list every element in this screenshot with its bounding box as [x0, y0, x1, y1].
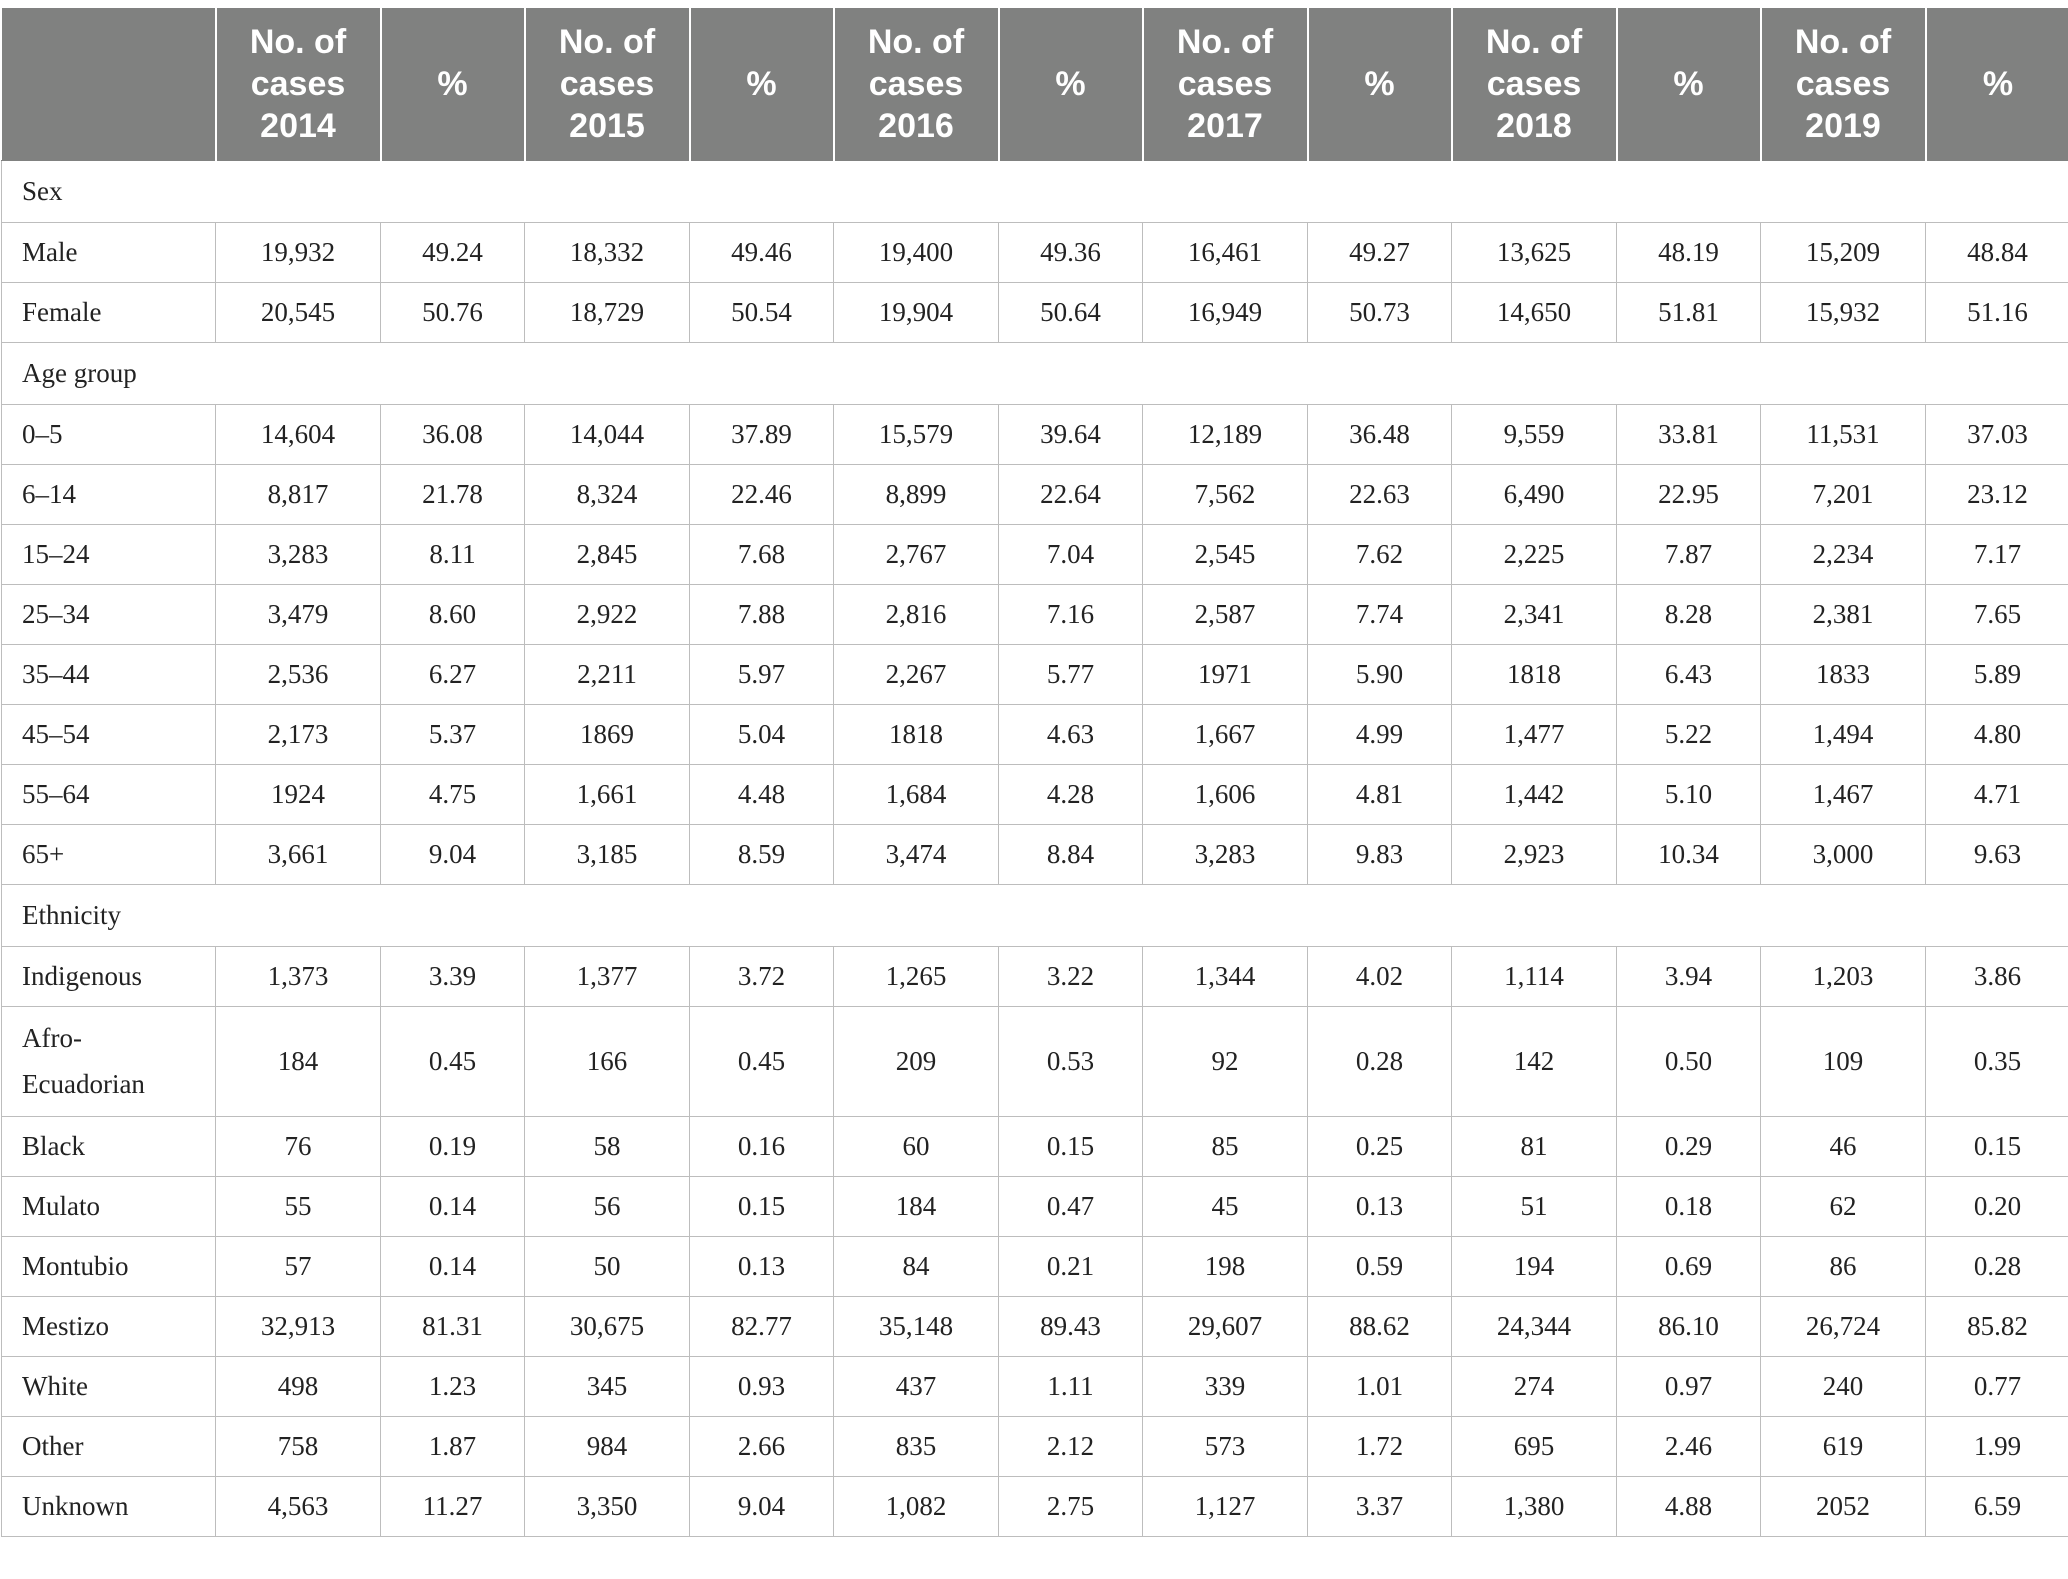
percent-cell: 5.22 [1617, 704, 1761, 764]
percent-cell: 7.04 [999, 524, 1143, 584]
cases-cell: 1924 [216, 764, 381, 824]
table-row [2, 1006, 2068, 1116]
cases-cell: 1971 [1143, 644, 1308, 704]
table-row [2, 704, 2068, 764]
cases-cell: 24,344 [1452, 1296, 1617, 1356]
percent-cell: 0.14 [381, 1236, 525, 1296]
header-cell-percent: % [1617, 8, 1761, 160]
cases-cell: 29,607 [1143, 1296, 1308, 1356]
percent-cell: 86.10 [1617, 1296, 1761, 1356]
cases-cell: 60 [834, 1116, 999, 1176]
cases-cell: 1,203 [1761, 946, 1926, 1006]
row-label: 0–5 [2, 404, 216, 464]
cases-cell: 184 [216, 1006, 381, 1116]
row-label: Mestizo [2, 1296, 216, 1356]
percent-cell: 6.43 [1617, 644, 1761, 704]
percent-cell: 7.88 [690, 584, 834, 644]
percent-cell: 7.16 [999, 584, 1143, 644]
cases-cell: 8,324 [525, 464, 690, 524]
cases-cell: 2,267 [834, 644, 999, 704]
cases-cell: 20,545 [216, 282, 381, 342]
table-row [2, 1476, 2068, 1536]
percent-cell: 50.54 [690, 282, 834, 342]
cases-cell: 26,724 [1761, 1296, 1926, 1356]
cases-cell: 19,932 [216, 222, 381, 282]
cases-cell: 2,923 [1452, 824, 1617, 884]
percent-cell: 3.94 [1617, 946, 1761, 1006]
cases-cell: 3,479 [216, 584, 381, 644]
cases-cell: 51 [1452, 1176, 1617, 1236]
cases-cell: 3,474 [834, 824, 999, 884]
cases-cell: 3,283 [216, 524, 381, 584]
percent-cell: 9.04 [690, 1476, 834, 1536]
cases-cell: 81 [1452, 1116, 1617, 1176]
cases-cell: 92 [1143, 1006, 1308, 1116]
percent-cell: 4.75 [381, 764, 525, 824]
row-label: 35–44 [2, 644, 216, 704]
percent-cell: 50.73 [1308, 282, 1452, 342]
cases-cell: 695 [1452, 1416, 1617, 1476]
percent-cell: 0.20 [1926, 1176, 2068, 1236]
percent-cell: 51.16 [1926, 282, 2068, 342]
cases-cell: 16,461 [1143, 222, 1308, 282]
percent-cell: 0.29 [1617, 1116, 1761, 1176]
cases-cell: 13,625 [1452, 222, 1617, 282]
percent-cell: 0.15 [1926, 1116, 2068, 1176]
percent-cell: 0.19 [381, 1116, 525, 1176]
cases-cell: 46 [1761, 1116, 1926, 1176]
percent-cell: 22.95 [1617, 464, 1761, 524]
cases-cell: 2,845 [525, 524, 690, 584]
percent-cell: 4.71 [1926, 764, 2068, 824]
cases-cell: 8,899 [834, 464, 999, 524]
percent-cell: 0.47 [999, 1176, 1143, 1236]
cases-cell: 758 [216, 1416, 381, 1476]
table-container [0, 8, 2068, 1537]
table-row [2, 404, 2068, 464]
percent-cell: 5.90 [1308, 644, 1452, 704]
percent-cell: 22.64 [999, 464, 1143, 524]
cases-cell: 142 [1452, 1006, 1617, 1116]
percent-cell: 0.18 [1617, 1176, 1761, 1236]
percent-cell: 50.76 [381, 282, 525, 342]
percent-cell: 0.15 [999, 1116, 1143, 1176]
table-row [2, 464, 2068, 524]
cases-cell: 240 [1761, 1356, 1926, 1416]
section-row [2, 160, 2068, 222]
header-cell-percent: % [999, 8, 1143, 160]
cases-cell: 166 [525, 1006, 690, 1116]
cases-cell: 3,000 [1761, 824, 1926, 884]
row-label: 65+ [2, 824, 216, 884]
table-row [2, 946, 2068, 1006]
cases-cell: 2,536 [216, 644, 381, 704]
row-label: Black [2, 1116, 216, 1176]
cases-cell: 19,400 [834, 222, 999, 282]
cases-cell: 58 [525, 1116, 690, 1176]
row-label: Other [2, 1416, 216, 1476]
row-label: Mulato [2, 1176, 216, 1236]
cases-cell: 1,127 [1143, 1476, 1308, 1536]
section-label: Sex [2, 160, 2068, 222]
cases-cell: 2,341 [1452, 584, 1617, 644]
percent-cell: 8.59 [690, 824, 834, 884]
header-cell-percent: % [1926, 8, 2068, 160]
cases-cell: 1818 [1452, 644, 1617, 704]
percent-cell: 48.19 [1617, 222, 1761, 282]
cases-cell: 30,675 [525, 1296, 690, 1356]
percent-cell: 4.63 [999, 704, 1143, 764]
row-label: Indigenous [2, 946, 216, 1006]
percent-cell: 89.43 [999, 1296, 1143, 1356]
cases-cell: 198 [1143, 1236, 1308, 1296]
percent-cell: 22.63 [1308, 464, 1452, 524]
header-cell-cases: No. of cases 2016 [834, 8, 999, 160]
cases-cell: 19,904 [834, 282, 999, 342]
cases-cell: 1,114 [1452, 946, 1617, 1006]
percent-cell: 7.17 [1926, 524, 2068, 584]
percent-cell: 8.60 [381, 584, 525, 644]
percent-cell: 7.65 [1926, 584, 2068, 644]
cases-cell: 57 [216, 1236, 381, 1296]
percent-cell: 48.84 [1926, 222, 2068, 282]
percent-cell: 7.87 [1617, 524, 1761, 584]
table-row [2, 584, 2068, 644]
cases-cell: 84 [834, 1236, 999, 1296]
cases-cell: 7,562 [1143, 464, 1308, 524]
section-row [2, 884, 2068, 946]
cases-cell: 1,344 [1143, 946, 1308, 1006]
table-row [2, 1236, 2068, 1296]
cases-cell: 1,494 [1761, 704, 1926, 764]
percent-cell: 10.34 [1617, 824, 1761, 884]
cases-cell: 18,729 [525, 282, 690, 342]
percent-cell: 49.27 [1308, 222, 1452, 282]
cases-cell: 1,373 [216, 946, 381, 1006]
cases-cell: 1,661 [525, 764, 690, 824]
percent-cell: 1.72 [1308, 1416, 1452, 1476]
percent-cell: 1.99 [1926, 1416, 2068, 1476]
cases-cell: 32,913 [216, 1296, 381, 1356]
percent-cell: 5.04 [690, 704, 834, 764]
percent-cell: 7.68 [690, 524, 834, 584]
percent-cell: 4.02 [1308, 946, 1452, 1006]
percent-cell: 0.59 [1308, 1236, 1452, 1296]
percent-cell: 9.04 [381, 824, 525, 884]
header-cell-percent: % [381, 8, 525, 160]
percent-cell: 4.88 [1617, 1476, 1761, 1536]
percent-cell: 1.23 [381, 1356, 525, 1416]
section-row [2, 342, 2068, 404]
percent-cell: 9.83 [1308, 824, 1452, 884]
row-label: Montubio [2, 1236, 216, 1296]
percent-cell: 0.53 [999, 1006, 1143, 1116]
row-label: Afro-Ecuadorian [2, 1006, 216, 1116]
cases-cell: 274 [1452, 1356, 1617, 1416]
header-cell-blank [2, 8, 216, 160]
percent-cell: 0.21 [999, 1236, 1143, 1296]
percent-cell: 0.28 [1926, 1236, 2068, 1296]
percent-cell: 5.37 [381, 704, 525, 764]
table-row [2, 1116, 2068, 1176]
cases-cell: 14,650 [1452, 282, 1617, 342]
percent-cell: 22.46 [690, 464, 834, 524]
cases-cell: 1,377 [525, 946, 690, 1006]
header-cell-percent: % [690, 8, 834, 160]
header-cell-cases: No. of cases 2017 [1143, 8, 1308, 160]
cases-cell: 1833 [1761, 644, 1926, 704]
row-label: 6–14 [2, 464, 216, 524]
percent-cell: 1.01 [1308, 1356, 1452, 1416]
percent-cell: 36.08 [381, 404, 525, 464]
percent-cell: 1.87 [381, 1416, 525, 1476]
percent-cell: 4.81 [1308, 764, 1452, 824]
percent-cell: 6.27 [381, 644, 525, 704]
percent-cell: 3.22 [999, 946, 1143, 1006]
table-row [2, 222, 2068, 282]
percent-cell: 0.13 [690, 1236, 834, 1296]
section-label: Age group [2, 342, 2068, 404]
cases-cell: 2,381 [1761, 584, 1926, 644]
header-cell-cases: No. of cases 2018 [1452, 8, 1617, 160]
percent-cell: 8.11 [381, 524, 525, 584]
cases-cell: 2,225 [1452, 524, 1617, 584]
table-body [2, 160, 2068, 1536]
cases-cell: 209 [834, 1006, 999, 1116]
percent-cell: 0.13 [1308, 1176, 1452, 1236]
cases-cell: 573 [1143, 1416, 1308, 1476]
cases-cell: 2,816 [834, 584, 999, 644]
cases-cell: 835 [834, 1416, 999, 1476]
cases-cell: 2,587 [1143, 584, 1308, 644]
cases-cell: 345 [525, 1356, 690, 1416]
cases-cell: 437 [834, 1356, 999, 1416]
row-label: 15–24 [2, 524, 216, 584]
percent-cell: 50.64 [999, 282, 1143, 342]
cases-cell: 194 [1452, 1236, 1617, 1296]
table-row [2, 644, 2068, 704]
percent-cell: 39.64 [999, 404, 1143, 464]
percent-cell: 5.97 [690, 644, 834, 704]
cases-cell: 2,234 [1761, 524, 1926, 584]
percent-cell: 2.66 [690, 1416, 834, 1476]
cases-cell: 1,477 [1452, 704, 1617, 764]
percent-cell: 0.45 [690, 1006, 834, 1116]
percent-cell: 81.31 [381, 1296, 525, 1356]
percent-cell: 9.63 [1926, 824, 2068, 884]
cases-cell: 1,380 [1452, 1476, 1617, 1536]
header-cell-cases: No. of cases 2019 [1761, 8, 1926, 160]
cases-cell: 3,185 [525, 824, 690, 884]
cases-cell: 184 [834, 1176, 999, 1236]
percent-cell: 1.11 [999, 1356, 1143, 1416]
percent-cell: 49.46 [690, 222, 834, 282]
cases-cell: 1,667 [1143, 704, 1308, 764]
cases-cell: 109 [1761, 1006, 1926, 1116]
cases-cell: 1,467 [1761, 764, 1926, 824]
cases-cell: 14,604 [216, 404, 381, 464]
percent-cell: 23.12 [1926, 464, 2068, 524]
percent-cell: 0.35 [1926, 1006, 2068, 1116]
percent-cell: 0.77 [1926, 1356, 2068, 1416]
cases-cell: 8,817 [216, 464, 381, 524]
cases-cell: 984 [525, 1416, 690, 1476]
percent-cell: 5.89 [1926, 644, 2068, 704]
cases-cell: 2,211 [525, 644, 690, 704]
percent-cell: 49.24 [381, 222, 525, 282]
cases-cell: 35,148 [834, 1296, 999, 1356]
row-label: Male [2, 222, 216, 282]
percent-cell: 37.03 [1926, 404, 2068, 464]
percent-cell: 51.81 [1617, 282, 1761, 342]
cases-cell: 15,209 [1761, 222, 1926, 282]
table-header [2, 8, 2068, 160]
cases-cell: 2,545 [1143, 524, 1308, 584]
percent-cell: 0.97 [1617, 1356, 1761, 1416]
percent-cell: 4.99 [1308, 704, 1452, 764]
table-row [2, 1416, 2068, 1476]
cases-cell: 2,922 [525, 584, 690, 644]
cases-cell: 2052 [1761, 1476, 1926, 1536]
percent-cell: 82.77 [690, 1296, 834, 1356]
table-row [2, 282, 2068, 342]
percent-cell: 85.82 [1926, 1296, 2068, 1356]
percent-cell: 11.27 [381, 1476, 525, 1536]
cases-cell: 6,490 [1452, 464, 1617, 524]
cases-cell: 1,606 [1143, 764, 1308, 824]
percent-cell: 36.48 [1308, 404, 1452, 464]
percent-cell: 3.39 [381, 946, 525, 1006]
cases-cell: 14,044 [525, 404, 690, 464]
table-row [2, 764, 2068, 824]
percent-cell: 49.36 [999, 222, 1143, 282]
cases-cell: 1,082 [834, 1476, 999, 1536]
percent-cell: 2.46 [1617, 1416, 1761, 1476]
cases-cell: 2,767 [834, 524, 999, 584]
cases-cell: 50 [525, 1236, 690, 1296]
cases-cell: 11,531 [1761, 404, 1926, 464]
table-row [2, 1296, 2068, 1356]
cases-cell: 55 [216, 1176, 381, 1236]
section-label: Ethnicity [2, 884, 2068, 946]
cases-cell: 18,332 [525, 222, 690, 282]
table-row [2, 824, 2068, 884]
cases-cell: 339 [1143, 1356, 1308, 1416]
cases-cell: 15,932 [1761, 282, 1926, 342]
header-row [2, 8, 2068, 160]
percent-cell: 7.62 [1308, 524, 1452, 584]
percent-cell: 88.62 [1308, 1296, 1452, 1356]
cases-cell: 2,173 [216, 704, 381, 764]
percent-cell: 4.28 [999, 764, 1143, 824]
cases-table [1, 8, 2068, 1537]
percent-cell: 0.45 [381, 1006, 525, 1116]
row-label: 25–34 [2, 584, 216, 644]
cases-cell: 1,265 [834, 946, 999, 1006]
cases-cell: 1,442 [1452, 764, 1617, 824]
cases-cell: 45 [1143, 1176, 1308, 1236]
percent-cell: 21.78 [381, 464, 525, 524]
percent-cell: 0.50 [1617, 1006, 1761, 1116]
percent-cell: 0.28 [1308, 1006, 1452, 1116]
percent-cell: 5.10 [1617, 764, 1761, 824]
percent-cell: 0.93 [690, 1356, 834, 1416]
cases-cell: 56 [525, 1176, 690, 1236]
cases-cell: 76 [216, 1116, 381, 1176]
cases-cell: 85 [1143, 1116, 1308, 1176]
cases-cell: 7,201 [1761, 464, 1926, 524]
cases-cell: 16,949 [1143, 282, 1308, 342]
percent-cell: 0.15 [690, 1176, 834, 1236]
cases-cell: 498 [216, 1356, 381, 1416]
cases-cell: 15,579 [834, 404, 999, 464]
cases-cell: 1,684 [834, 764, 999, 824]
percent-cell: 6.59 [1926, 1476, 2068, 1536]
percent-cell: 8.28 [1617, 584, 1761, 644]
cases-cell: 12,189 [1143, 404, 1308, 464]
row-label: Unknown [2, 1476, 216, 1536]
percent-cell: 33.81 [1617, 404, 1761, 464]
percent-cell: 3.86 [1926, 946, 2068, 1006]
row-label: White [2, 1356, 216, 1416]
percent-cell: 0.14 [381, 1176, 525, 1236]
cases-cell: 4,563 [216, 1476, 381, 1536]
percent-cell: 4.80 [1926, 704, 2068, 764]
percent-cell: 3.37 [1308, 1476, 1452, 1536]
row-label: 45–54 [2, 704, 216, 764]
header-cell-cases: No. of cases 2014 [216, 8, 381, 160]
percent-cell: 0.16 [690, 1116, 834, 1176]
table-row [2, 1356, 2068, 1416]
table-row [2, 1176, 2068, 1236]
percent-cell: 4.48 [690, 764, 834, 824]
percent-cell: 8.84 [999, 824, 1143, 884]
table-row [2, 524, 2068, 584]
cases-cell: 62 [1761, 1176, 1926, 1236]
header-cell-cases: No. of cases 2015 [525, 8, 690, 160]
percent-cell: 7.74 [1308, 584, 1452, 644]
cases-cell: 3,661 [216, 824, 381, 884]
row-label: Female [2, 282, 216, 342]
percent-cell: 37.89 [690, 404, 834, 464]
cases-cell: 3,283 [1143, 824, 1308, 884]
row-label: 55–64 [2, 764, 216, 824]
cases-cell: 1818 [834, 704, 999, 764]
percent-cell: 2.75 [999, 1476, 1143, 1536]
percent-cell: 3.72 [690, 946, 834, 1006]
cases-cell: 86 [1761, 1236, 1926, 1296]
percent-cell: 0.25 [1308, 1116, 1452, 1176]
cases-cell: 3,350 [525, 1476, 690, 1536]
percent-cell: 0.69 [1617, 1236, 1761, 1296]
percent-cell: 5.77 [999, 644, 1143, 704]
cases-cell: 1869 [525, 704, 690, 764]
cases-cell: 9,559 [1452, 404, 1617, 464]
cases-cell: 619 [1761, 1416, 1926, 1476]
header-cell-percent: % [1308, 8, 1452, 160]
percent-cell: 2.12 [999, 1416, 1143, 1476]
